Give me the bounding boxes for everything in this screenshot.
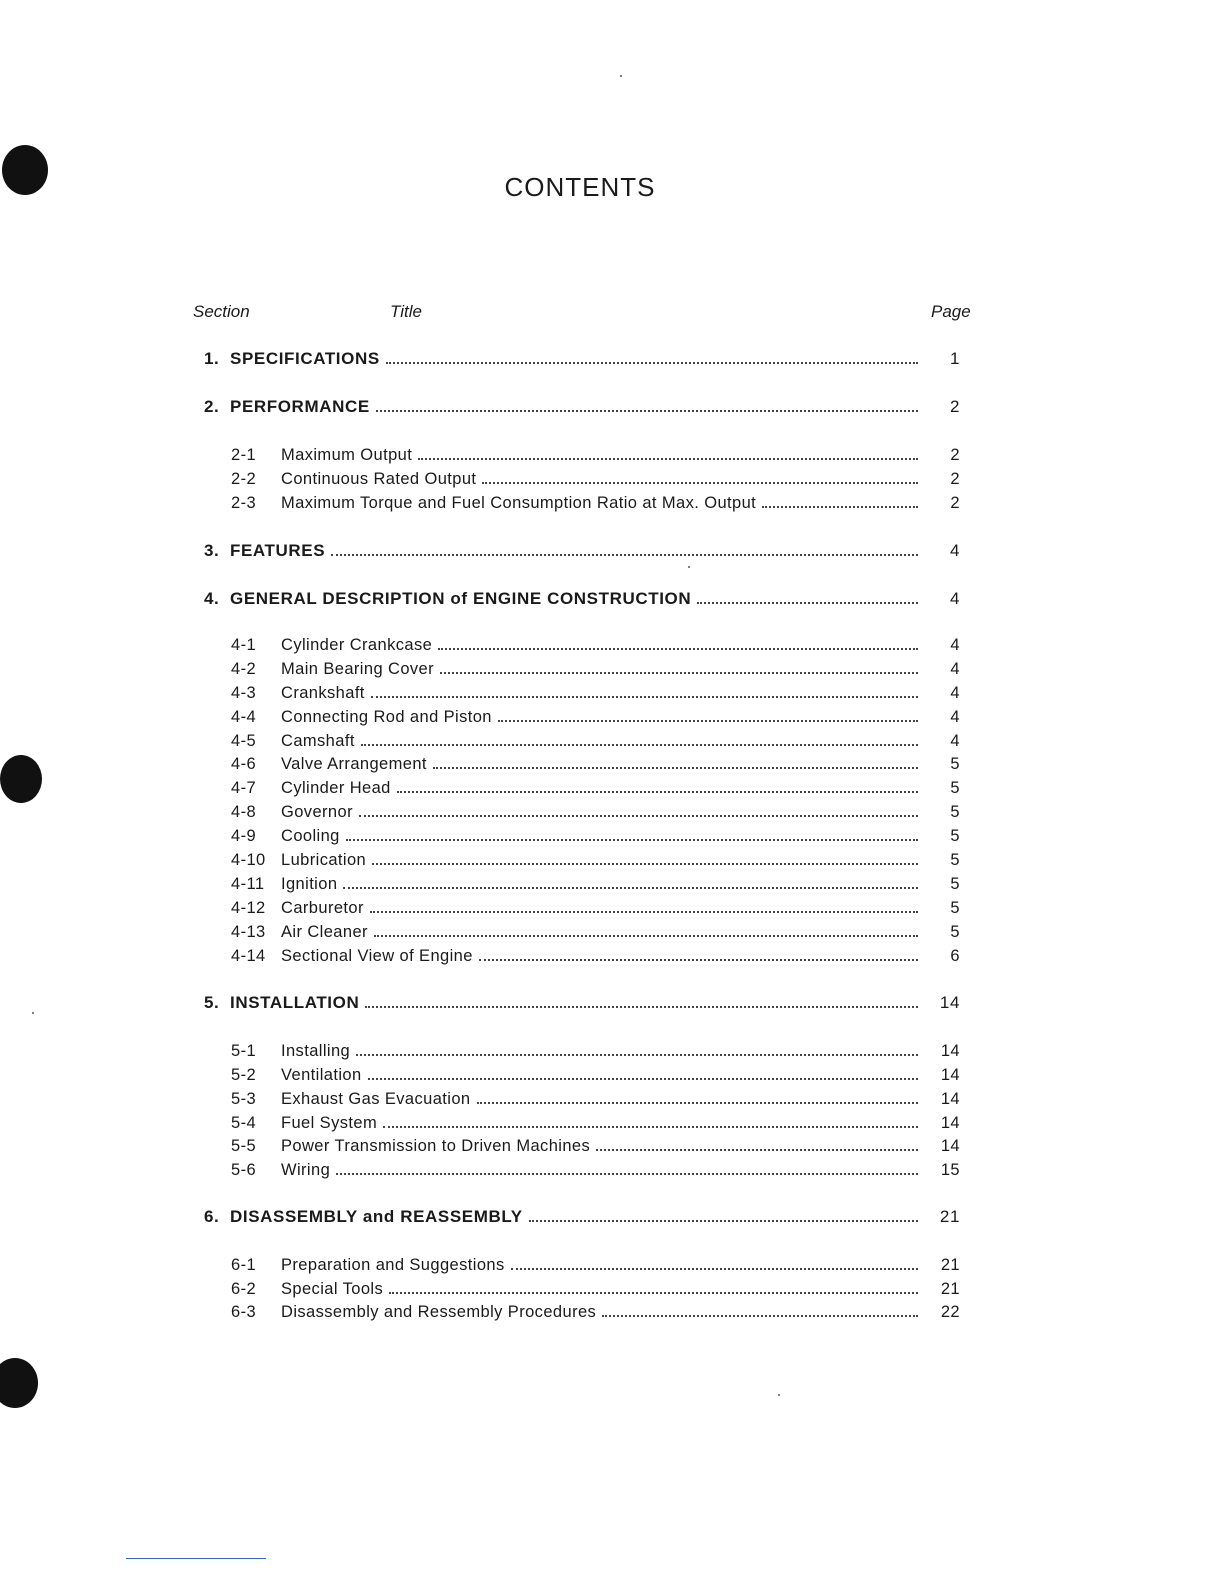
entry-number: 4-4 — [231, 708, 257, 726]
entry-number: 5-5 — [231, 1137, 257, 1155]
entry-page-number: 4 — [950, 660, 960, 678]
toc-subsection-entry — [231, 634, 960, 656]
dot-leader — [336, 1159, 918, 1175]
toc-subsection-entry — [231, 658, 960, 680]
toc-subsection-entry — [231, 682, 960, 704]
toc-section-entry — [204, 992, 960, 1014]
entry-number: 4-9 — [231, 827, 257, 845]
entry-number: 4-3 — [231, 684, 257, 702]
entry-page-number: 14 — [940, 1066, 960, 1084]
toc-subsection-entry — [231, 1088, 960, 1110]
page-title: CONTENTS — [504, 172, 656, 202]
entry-number: 4. — [204, 589, 220, 608]
entry-title: PERFORMANCE — [230, 397, 370, 416]
entry-page-number: 4 — [950, 732, 960, 750]
toc-subsection-entry — [231, 1254, 960, 1276]
entry-page-number: 14 — [940, 1090, 960, 1108]
toc-subsection-entry — [231, 1064, 960, 1086]
entry-title: Cylinder Crankcase — [281, 636, 433, 654]
punch-hole-bottom — [0, 1358, 38, 1408]
toc-subsection-entry — [231, 873, 960, 895]
dot-leader — [418, 444, 918, 460]
entry-title: Main Bearing Cover — [281, 660, 435, 678]
dot-leader — [365, 992, 918, 1008]
entry-number: 6. — [204, 1207, 220, 1226]
entry-page-number: 5 — [950, 827, 960, 845]
entry-title: Installing — [281, 1042, 351, 1060]
entry-page-number: 21 — [940, 1280, 960, 1298]
dot-leader — [433, 753, 918, 769]
toc-subsection-entry — [231, 945, 960, 967]
entry-title: Ventilation — [281, 1066, 362, 1084]
entry-title: Special Tools — [281, 1280, 384, 1298]
toc-subsection-entry — [231, 897, 960, 919]
toc-subsection-entry — [231, 1112, 960, 1134]
dot-leader — [511, 1254, 918, 1270]
dot-leader — [479, 945, 918, 961]
entry-number: 4-12 — [231, 899, 266, 917]
toc-subsection-entry — [231, 1040, 960, 1062]
entry-number: 4-14 — [231, 947, 266, 965]
entry-page-number: 14 — [940, 1114, 960, 1132]
dot-leader — [383, 1112, 918, 1128]
entry-page-number: 5 — [950, 779, 960, 797]
dot-leader — [372, 849, 918, 865]
entry-number: 4-6 — [231, 755, 257, 773]
entry-number: 2-2 — [231, 470, 257, 488]
entry-number: 3. — [204, 541, 220, 560]
dot-leader — [374, 921, 918, 937]
toc-subsection-entry — [231, 753, 960, 775]
entry-page-number: 5 — [950, 923, 960, 941]
dot-leader — [343, 873, 918, 889]
dot-leader — [697, 588, 918, 604]
entry-page-number: 21 — [939, 1207, 960, 1226]
entry-title: Governor — [281, 803, 353, 821]
entry-page-number: 4 — [950, 684, 960, 702]
entry-title: Disassembly and Ressembly Procedures — [281, 1303, 597, 1321]
toc-section-entry — [204, 588, 960, 610]
entry-number: 4-10 — [231, 851, 266, 869]
dot-leader — [331, 540, 918, 556]
entry-title: Crankshaft — [281, 684, 365, 702]
entry-title: Maximum Output — [281, 446, 413, 464]
entry-page-number: 2 — [950, 494, 960, 512]
entry-title: Air Cleaner — [281, 923, 368, 941]
entry-number: 2. — [204, 397, 220, 416]
toc-section-entry — [204, 396, 960, 418]
dot-leader — [368, 1064, 918, 1080]
entry-page-number: 5 — [950, 875, 960, 893]
entry-number: 5-3 — [231, 1090, 257, 1108]
entry-number: 1. — [204, 349, 220, 368]
dot-leader — [438, 634, 918, 650]
entry-number: 6-3 — [231, 1303, 257, 1321]
toc-section-entry — [204, 348, 960, 370]
entry-number: 4-1 — [231, 636, 257, 654]
toc-subsection-entry — [231, 825, 960, 847]
toc-subsection-entry — [231, 849, 960, 871]
entry-page-number: 5 — [950, 899, 960, 917]
entry-page-number: 4 — [950, 636, 960, 654]
entry-title: Valve Arrangement — [281, 755, 427, 773]
dot-leader — [346, 825, 918, 841]
entry-number: 5-2 — [231, 1066, 257, 1084]
entry-number: 4-5 — [231, 732, 257, 750]
entry-number: 4-2 — [231, 660, 257, 678]
toc-subsection-entry — [231, 1159, 960, 1181]
entry-number: 5-6 — [231, 1161, 257, 1179]
entry-title: FEATURES — [230, 541, 326, 560]
column-header-title: Title — [390, 302, 422, 321]
dot-leader — [482, 468, 918, 484]
toc-subsection-entry — [231, 921, 960, 943]
entry-number: 5-4 — [231, 1114, 257, 1132]
entry-page-number: 15 — [940, 1161, 960, 1179]
toc-section-entry — [204, 1206, 960, 1228]
entry-page-number: 2 — [949, 397, 960, 416]
toc-subsection-entry — [231, 706, 960, 728]
entry-title: Carburetor — [281, 899, 364, 917]
toc-subsection-entry — [231, 444, 960, 466]
column-header-section: Section — [193, 302, 250, 321]
toc-subsection-entry — [231, 468, 960, 490]
entry-title: Ignition — [281, 875, 338, 893]
dot-leader — [440, 658, 918, 674]
entry-page-number: 4 — [949, 541, 960, 560]
entry-title: SPECIFICATIONS — [230, 349, 380, 368]
entry-page-number: 14 — [940, 1042, 960, 1060]
toc-subsection-entry — [231, 1135, 960, 1157]
toc-subsection-entry — [231, 777, 960, 799]
toc-subsection-entry — [231, 801, 960, 823]
entry-page-number: 21 — [940, 1256, 960, 1274]
entry-title: Continuous Rated Output — [281, 470, 477, 488]
entry-title: INSTALLATION — [230, 993, 360, 1012]
dot-leader — [389, 1278, 918, 1294]
punch-hole-middle — [0, 755, 42, 803]
entry-number: 6-2 — [231, 1280, 257, 1298]
toc-subsection-entry — [231, 730, 960, 752]
entry-page-number: 5 — [950, 803, 960, 821]
dot-leader — [386, 348, 918, 364]
dot-leader — [371, 682, 918, 698]
scan-speck — [688, 566, 690, 568]
entry-page-number: 4 — [950, 708, 960, 726]
entry-title: Sectional View of Engine — [281, 947, 473, 965]
dot-leader — [361, 730, 918, 746]
entry-page-number: 14 — [939, 993, 960, 1012]
toc-section-entry — [204, 540, 960, 562]
entry-number: 5. — [204, 993, 220, 1012]
column-header-page: Page — [931, 302, 971, 321]
entry-number: 4-11 — [231, 875, 265, 893]
dot-leader — [529, 1206, 918, 1222]
toc-subsection-entry — [231, 1278, 960, 1300]
entry-title: Cylinder Head — [281, 779, 391, 797]
dot-leader — [602, 1301, 918, 1317]
entry-title: Preparation and Suggestions — [281, 1256, 505, 1274]
entry-title: Camshaft — [281, 732, 355, 750]
entry-number: 4-7 — [231, 779, 257, 797]
entry-number: 6-1 — [231, 1256, 257, 1274]
entry-page-number: 5 — [950, 851, 960, 869]
entry-page-number: 22 — [940, 1303, 960, 1321]
entry-title: Maximum Torque and Fuel Consumption Ratio at Max. Output — [281, 494, 757, 512]
entry-title: Connecting Rod and Piston — [281, 708, 492, 726]
entry-title: Wiring — [281, 1161, 331, 1179]
dot-leader — [359, 801, 918, 817]
dot-leader — [356, 1040, 918, 1056]
dot-leader — [477, 1088, 919, 1104]
dot-leader — [376, 396, 918, 412]
entry-title: Power Transmission to Driven Machines — [281, 1137, 591, 1155]
entry-page-number: 4 — [949, 589, 960, 608]
dot-leader — [498, 706, 918, 722]
entry-number: 2-3 — [231, 494, 257, 512]
entry-title: GENERAL DESCRIPTION of ENGINE CONSTRUCTION — [230, 589, 692, 608]
entry-title: Exhaust Gas Evacuation — [281, 1090, 471, 1108]
dot-leader — [596, 1135, 918, 1151]
scan-speck — [32, 1012, 34, 1014]
entry-page-number: 6 — [950, 947, 960, 965]
toc-subsection-entry — [231, 1301, 960, 1323]
entry-page-number: 1 — [949, 349, 960, 368]
entry-title: DISASSEMBLY and REASSEMBLY — [230, 1207, 523, 1226]
entry-title: Lubrication — [281, 851, 367, 869]
scan-speck — [778, 1394, 780, 1396]
entry-number: 4-13 — [231, 923, 266, 941]
entry-page-number: 2 — [950, 446, 960, 464]
entry-number: 4-8 — [231, 803, 257, 821]
scan-speck — [620, 75, 622, 77]
entry-page-number: 5 — [950, 755, 960, 773]
entry-title: Fuel System — [281, 1114, 378, 1132]
entry-page-number: 14 — [940, 1137, 960, 1155]
scan-artifact-line — [126, 1558, 266, 1559]
toc-subsection-entry — [231, 492, 960, 514]
dot-leader — [370, 897, 918, 913]
entry-page-number: 2 — [950, 470, 960, 488]
entry-title: Cooling — [281, 827, 340, 845]
entry-number: 5-1 — [231, 1042, 257, 1060]
dot-leader — [762, 492, 918, 508]
dot-leader — [397, 777, 918, 793]
entry-number: 2-1 — [231, 446, 257, 464]
